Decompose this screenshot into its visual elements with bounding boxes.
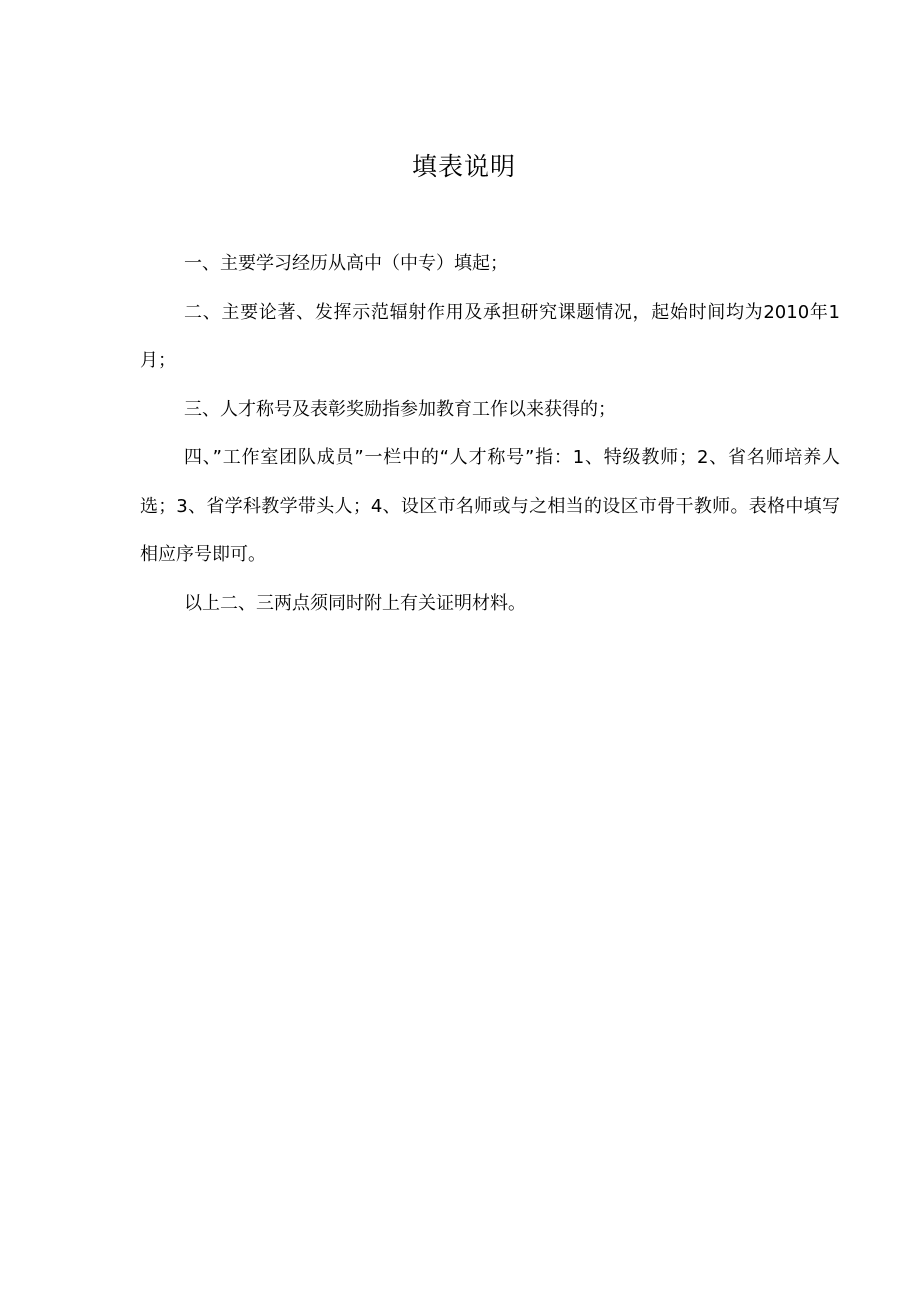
paragraph-1: 一、主要学习经历从高中（中专）填起； [184, 253, 508, 274]
paragraph-4: 四、”工作室团队成员”一栏中的“人才称号”指：1、特级教师；2、省名师培养人选；3、省学科教学带头人；4、设区市名师或与之相当的设区市骨干教师。表格中填写相应序号即可。 [140, 447, 840, 565]
paragraph-5: 以上二、三两点须同时附上有关证明材料。 [184, 592, 526, 614]
document-title: 填表说明 [411, 152, 516, 181]
document-body [140, 240, 840, 628]
paragraph-3: 三、人才称号及表彰奖励指参加教育工作以来获得的； [184, 398, 616, 420]
paragraph-2: 二、主要论著、发挥示范辐射作用及承担研究课题情况，起始时间均为2010年1月； [140, 301, 840, 371]
